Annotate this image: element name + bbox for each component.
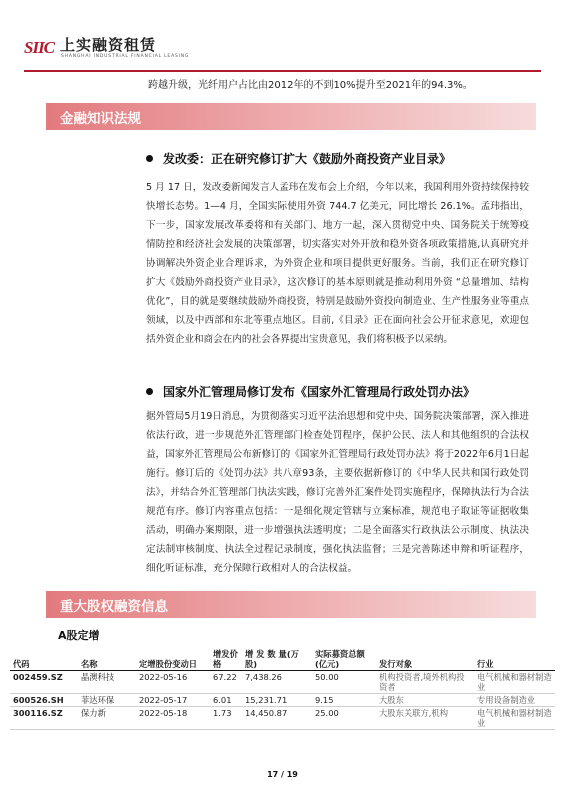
table-row [10,707,555,730]
logo-chinese-name: 上实融资租赁 [60,36,157,54]
cell-shares: 7,438.26 [242,671,312,694]
cell-industry: 电气机械和器材制造业 [474,671,555,694]
cell-name: 菲达环保 [78,694,136,707]
col-header-industry: 行业 [474,648,555,671]
private-placement-table [10,648,555,730]
cell-code: 600526.SH [10,694,78,707]
news-title-text: 国家外汇管理局修订发布《国家外汇管理局行政处罚办法》 [163,385,476,399]
col-header-target: 发行对象 [376,648,474,671]
cell-raised: 9.15 [312,694,376,707]
cell-target: 大股东关联方,机构 [376,707,474,730]
news-body-ndrc: 5 月 17 日，发改委新闻发言人孟玮在发布会上介绍，今年以来，我国利用外资持续保持较快增长态势。1—4 月，全国实际使用外资 744.7 亿美元，同比增长 26.1%。孟玮指出，下一步，国家发展改革委将和有关部门、地方一起，深入贯彻党中央、国务院关于统筹疫情防控和经济社会发展的决策部署，切实落实对外开放和稳外资各项政策措施,认真研究并协调解决外资企业合理诉求，为外资企业和项目提供更好服务。当前，我们正在研究修订扩大《鼓励外商投资产业目录》，这次修订的基本原则就是推动利用外资 “总量增加、结构优化”，目的就是要继续鼓励外商投资，特别是鼓励外资投向制造业、生产性服务业等重点领域，以及中西部和东北等重点地区。目前,《目录》正在面向社会公开征求意见，欢迎包括外资企业和商会在内的社会各界提出宝贵意见，我们将积极予以采纳。 [146,182,529,345]
cell-shares: 15,231.71 [242,694,312,707]
col-header-name: 名称 [78,648,136,671]
section-title: 重大股权融资信息 [60,599,168,615]
cell-target: 机构投资者,境外机构投资者 [376,671,474,694]
cell-code: 300116.SZ [10,707,78,730]
col-header-shares: 增 发 数 量(万股) [242,648,312,671]
table-row [10,671,555,694]
cell-name: 保力新 [78,707,136,730]
cell-industry: 电气机械和器材制造业 [474,707,555,730]
news-title-safe [146,383,475,400]
col-header-raised: 实际募资总额(亿元) [312,648,376,671]
cell-target: 大股东 [376,694,474,707]
news-body-safe: 据外管局5月19日消息，为贯彻落实习近平法治思想和党中央、国务院决策部署，深入推进依法行政，进一步规范外汇管理部门检查处罚程序，保护公民、法人和其他组织的合法权益，国家外汇管理局公布新修订的《国家外汇管理局行政处罚办法》将于2022年6月1日起施行。修订后的《处罚办法》共八章93条，主要依据新修订的《中华人民共和国行政处罚法》，并结合外汇管理部门执法实践，修订完善外汇案件处罚实施程序，保障执法行为合法规范有序。修订内容重点包括：一是细化规定管辖与立案标准，规范电子取证等证据收集活动，明确办案期限，进一步增强执法透明度；二是全面落实行政执法公示制度、执法决定法制审核制度、执法全过程记录制度，强化执法监督；三是完善陈述申辩和听证程序，细化听证标准，充分保障行政相对人的合法权益。 [146,411,529,574]
cell-price: 6.01 [210,694,242,707]
company-logo [24,32,194,66]
news-title-ndrc [146,150,451,167]
header-divider [24,70,541,72]
col-header-price: 增发价格 [210,648,242,671]
logo-english-name: SHANGHAI INDUSTRIAL FINANCIAL LEASING [61,54,190,59]
page-number: 17 / 19 [267,770,298,779]
cell-code: 002459.SZ [10,671,78,694]
bullet-icon [146,155,153,162]
section-header-equity-financing [46,591,536,618]
bullet-icon [146,388,153,395]
col-header-date: 定增股份变动日 [136,648,210,671]
cell-date: 2022-05-17 [136,694,210,707]
cell-date: 2022-05-18 [136,707,210,730]
cell-date: 2022-05-16 [136,671,210,694]
section-title: 金融知识法规 [60,111,141,127]
cell-name: 晶澳科技 [78,671,136,694]
col-header-code: 代码 [10,648,78,671]
logo-mark: SIIC [24,38,55,57]
cell-shares: 14,450.87 [242,707,312,730]
table-header-row [10,648,555,671]
table-row [10,694,555,707]
cell-price: 1.73 [210,707,242,730]
news-title-text: 发改委：正在研究修订扩大《鼓励外商投资产业目录》 [163,152,452,166]
section-header-financial-regulations [46,103,536,130]
cell-raised: 50.00 [312,671,376,694]
cell-industry: 专用设备制造业 [474,694,555,707]
intro-paragraph: 跨越升级，光纤用户占比由2012年的不到10%提升至2021年的94.3%。 [148,80,473,91]
cell-price: 67.22 [210,671,242,694]
cell-raised: 25.00 [312,707,376,730]
table-subtitle: A股定增 [58,629,100,642]
